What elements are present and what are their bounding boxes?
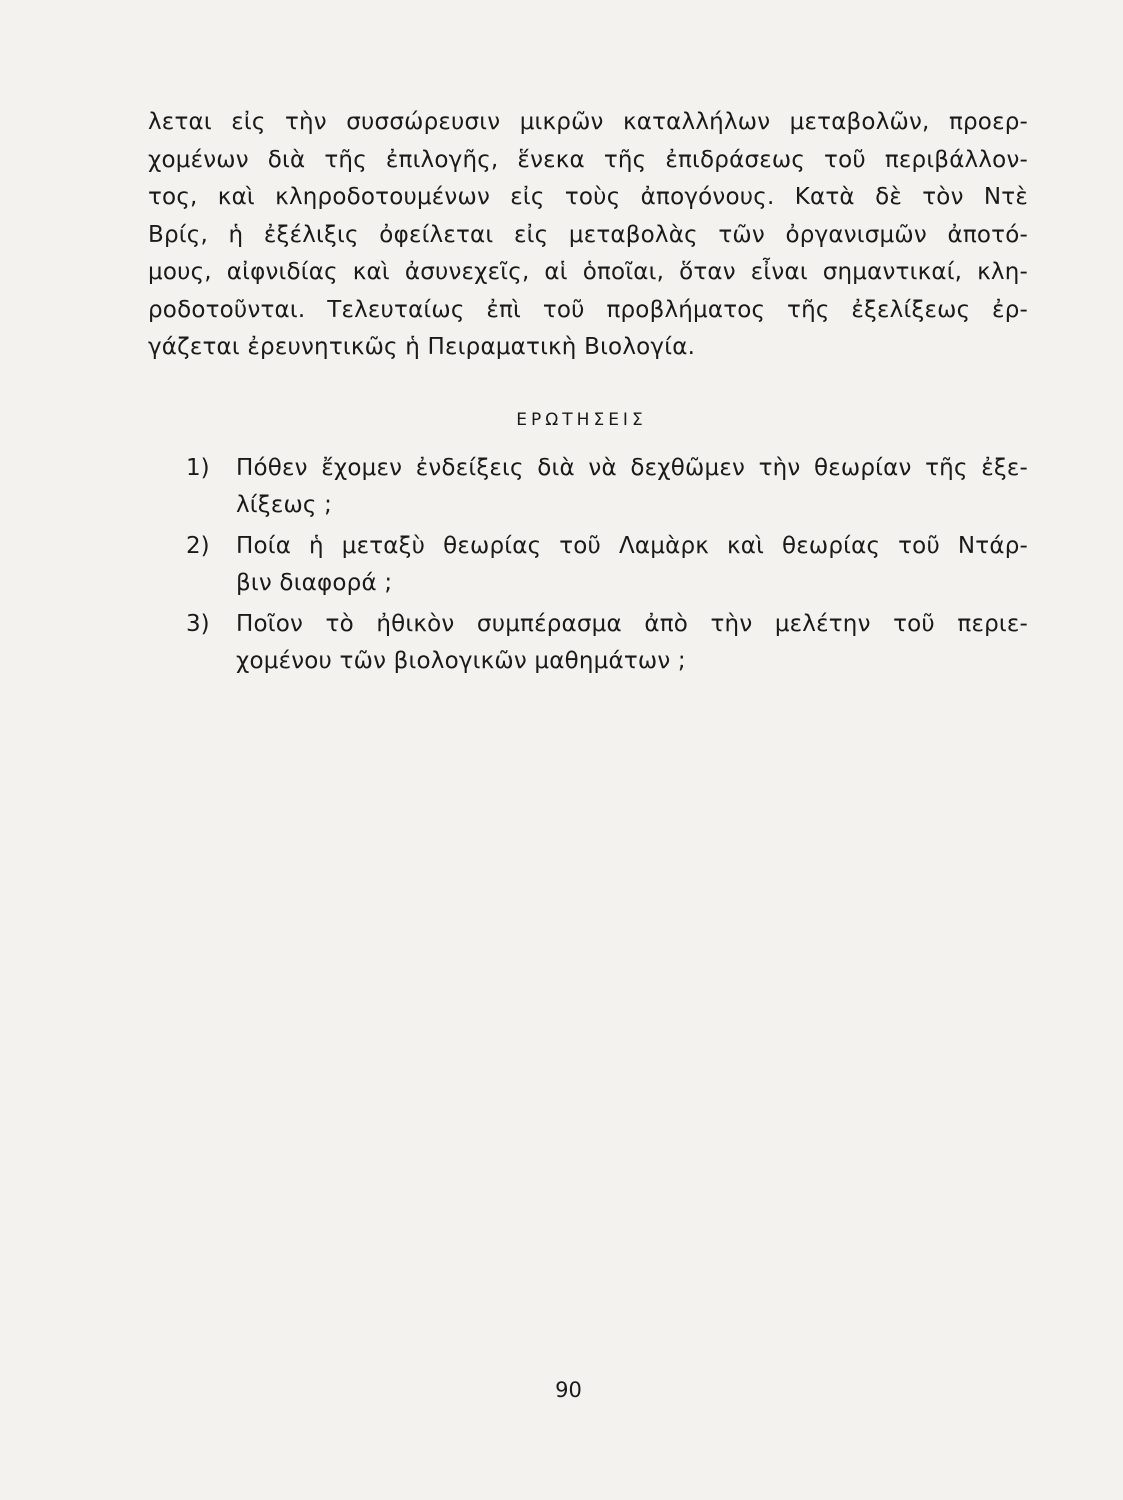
paragraph-line: μους, αἰφνιδίας καὶ ἀσυνεχεῖς, αἱ ὁποῖαι, ὅταν εἶναι σημαντικαί, κλη- [148, 259, 1028, 285]
questions-list [186, 450, 1028, 684]
question-line: Ποῖον τὸ ἠθικὸν συμπέρασμα ἀπὸ τὴν μελέτην τοῦ περιε- [236, 611, 1028, 637]
question-item [186, 450, 1028, 524]
section-heading: ΕΡΩΤΗΣΕΙΣ [516, 410, 647, 430]
question-line: χομένου τῶν βιολογικῶν μαθημάτων ; [236, 648, 686, 674]
question-item [186, 606, 1028, 680]
question-text [236, 528, 1028, 602]
paragraph-line: λεται εἰς τὴν συσσώρευσιν μικρῶν καταλλήλων μεταβολῶν, προερ- [148, 109, 1028, 135]
question-line: Ποία ἡ μεταξὺ θεωρίας τοῦ Λαμὰρκ καὶ θεωρίας τοῦ Ντάρ- [236, 533, 1028, 559]
question-text [236, 450, 1028, 524]
paragraph-line: χομένων διὰ τῆς ἐπιλογῆς, ἕνεκα τῆς ἐπιδράσεως τοῦ περιβάλλον- [148, 146, 1028, 173]
paragraph-line: τος, καὶ κληροδοτουμένων εἰς τοὺς ἀπογόνους. Κατὰ δὲ τὸν Ντὲ [148, 184, 1028, 210]
body-paragraph [148, 104, 1028, 367]
paragraph-line: Βρίς, ἡ ἐξέλιξις ὀφείλεται εἰς μεταβολὰς τῶν ὀργανισμῶν ἀποτό- [148, 221, 1028, 248]
question-line: Πόθεν ἔχομεν ἐνδείξεις διὰ νὰ δεχθῶμεν τὴν θεωρίαν τῆς ἐξε- [236, 455, 1028, 481]
page-number: 90 [555, 1378, 582, 1402]
question-text [236, 606, 1028, 680]
question-line: βιν διαφορά ; [236, 570, 393, 596]
question-item [186, 528, 1028, 602]
question-number: 2) [186, 533, 210, 559]
paragraph-line: ροδοτοῦνται. Τελευταίως ἐπὶ τοῦ προβλήματος τῆς ἐξελίξεως ἐρ- [148, 296, 1028, 323]
question-number: 3) [186, 611, 210, 637]
question-number: 1) [186, 455, 210, 481]
paragraph-line: γάζεται ἐρευνητικῶς ἡ Πειραματικὴ Βιολογία. [148, 334, 696, 360]
question-line: λίξεως ; [236, 492, 333, 518]
